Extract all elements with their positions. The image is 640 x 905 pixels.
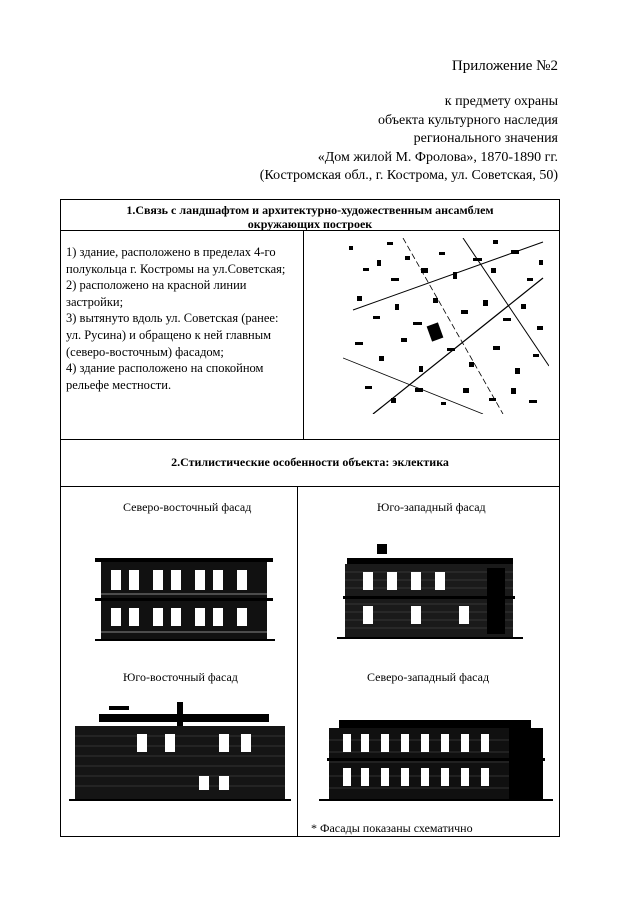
section1-heading-line: 1.Связь с ландшафтом и архитектурно-художественным ансамблем	[126, 203, 494, 217]
list-item: 2) расположено на красной линии	[66, 278, 247, 293]
section1-heading	[61, 203, 559, 231]
list-item: полукольца г. Костромы на ул.Советская;	[66, 261, 286, 276]
table-divider	[297, 487, 298, 837]
subject-line: регионального значения	[413, 131, 558, 146]
location-map-image	[343, 238, 549, 414]
list-item: рельефе местности.	[66, 377, 172, 392]
southwest-facade-drawing	[337, 540, 523, 640]
schematic-footnote: * Фасады показаны схематично	[311, 821, 473, 835]
facade-label-southwest: Юго-западный фасад	[377, 500, 486, 514]
northeast-facade-drawing	[95, 548, 275, 642]
list-item: 3) вытянуто вдоль ул. Советская (ранее:	[66, 311, 279, 326]
subject-line: к предмету охраны	[444, 94, 558, 109]
list-item: (северо-восточным) фасадом;	[66, 344, 224, 359]
section1-heading-line: окружающих построек	[247, 217, 373, 231]
list-item: 1) здание, расположено в пределах 4-го	[66, 245, 276, 259]
facade-label-southeast: Юго-восточный фасад	[123, 670, 238, 684]
protection-subject-block	[260, 93, 558, 186]
list-item: ул. Русина) и обращено к ней главным	[66, 327, 272, 342]
section2-heading: 2.Стилистические особенности объекта: эклектика	[171, 455, 449, 469]
southeast-facade-drawing	[69, 700, 291, 804]
facade-label-northeast: Северо-восточный фасад	[123, 500, 252, 514]
list-item: 4) здание расположено на спокойном	[66, 361, 264, 376]
northwest-facade-drawing	[319, 700, 553, 804]
landscape-features-list	[66, 244, 302, 393]
protection-table	[60, 199, 560, 837]
subject-line: (Костромская обл., г. Кострома, ул. Советская, 50)	[259, 168, 558, 183]
table-divider	[61, 439, 559, 440]
facade-label-northwest: Северо-западный фасад	[367, 670, 490, 684]
table-divider	[303, 231, 304, 439]
appendix-title: Приложение №2	[451, 58, 558, 74]
list-item: застройки;	[66, 294, 124, 309]
subject-line: объекта культурного наследия	[378, 112, 558, 128]
table-divider	[61, 486, 559, 487]
subject-line: «Дом жилой М. Фролова», 1870-1890 гг.	[317, 149, 558, 165]
